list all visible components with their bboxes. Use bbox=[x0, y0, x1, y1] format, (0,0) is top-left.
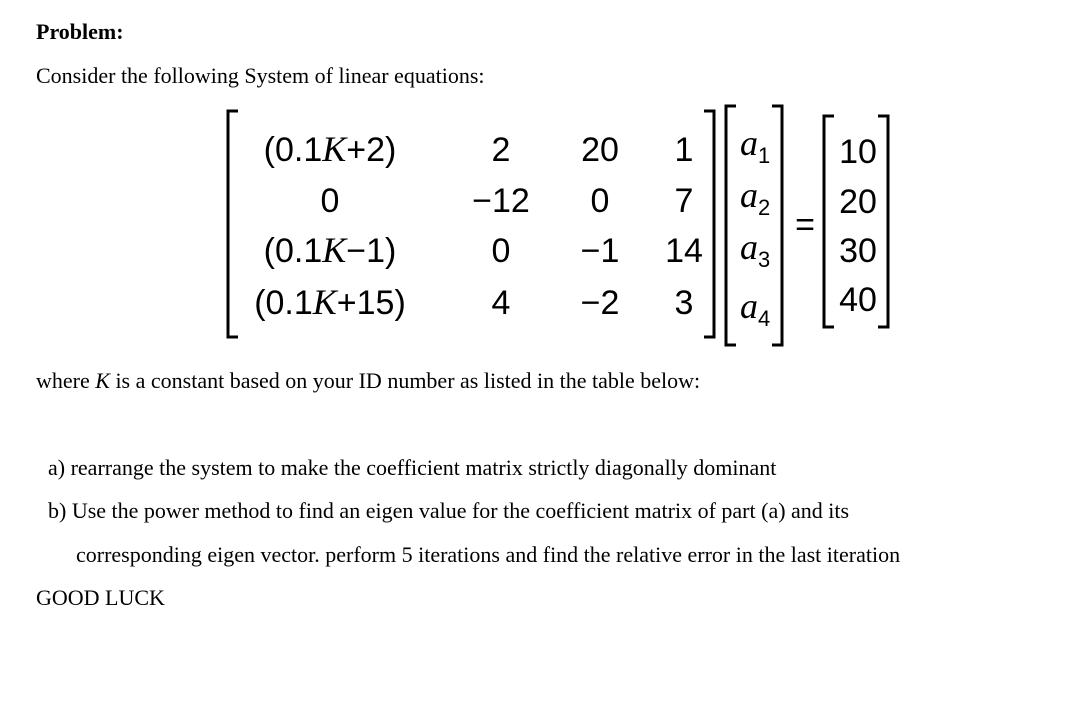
unknown-a2: a2 bbox=[740, 175, 771, 220]
question-b-line2: corresponding eigen vector. perform 5 iterations and find the relative error in the last iteration bbox=[76, 542, 901, 567]
constant-k: K bbox=[95, 368, 110, 393]
unknowns-vector-right-bracket bbox=[772, 106, 782, 345]
matrix-cell-row1-col3: 20 bbox=[581, 131, 619, 169]
intro-text: Consider the following System of linear equations: bbox=[36, 63, 485, 88]
constant-description: where K is a constant based on your ID number as listed in the table below: bbox=[36, 368, 701, 393]
matrix-cell-row4-col4: 3 bbox=[674, 284, 694, 322]
matrix-cell-row4-col3: −2 bbox=[580, 284, 620, 322]
matrix-cell-row2-col1: 0 bbox=[320, 182, 340, 220]
unknown-a1: a1 bbox=[740, 123, 771, 168]
cell-prefix: (0.1 bbox=[263, 131, 323, 169]
matrix-cell-row1-col2: 2 bbox=[491, 131, 511, 169]
svg-text:(0.1K+15): (0.1K+15) bbox=[254, 282, 406, 322]
rhs-value-2: 20 bbox=[839, 183, 877, 221]
matrix-cell-row4-col2: 4 bbox=[491, 284, 511, 322]
matrix-cell-row2-col2: −12 bbox=[472, 182, 530, 220]
rhs-vector-left-bracket bbox=[824, 116, 834, 327]
unknowns-vector-left-bracket bbox=[726, 106, 736, 345]
matrix-cell-row1-col1 bbox=[264, 129, 397, 169]
coefficient-matrix-left-bracket bbox=[228, 111, 238, 337]
closing-text: GOOD LUCK bbox=[36, 585, 165, 610]
matrix-cell-row2-col4: 7 bbox=[674, 182, 694, 220]
equals-sign: = bbox=[795, 206, 815, 244]
matrix-cell-row2-col3: 0 bbox=[590, 182, 610, 220]
matrix-cell-row3-col3: −1 bbox=[580, 232, 620, 270]
matrix-cell-row3-col2: 0 bbox=[491, 232, 511, 270]
rhs-value-1: 10 bbox=[839, 133, 877, 171]
problem-heading: Problem: bbox=[36, 19, 124, 44]
rhs-value-4: 40 bbox=[839, 281, 877, 319]
svg-text:(0.1K+2): (0.1K+2) bbox=[263, 129, 397, 169]
question-b-line1: b) Use the power method to find an eigen value for the coefficient matrix of part (a) and its bbox=[48, 498, 850, 523]
rhs-value-3: 30 bbox=[839, 232, 877, 270]
matrix-cell-row1-col4: 1 bbox=[674, 131, 694, 169]
svg-text:(0.1K−1): (0.1K−1) bbox=[263, 230, 397, 270]
matrix-cell-row3-col4: 14 bbox=[665, 232, 703, 270]
matrix-cell-row4-col1 bbox=[254, 282, 406, 322]
matrix-cell-row3-col1 bbox=[264, 230, 397, 270]
coefficient-matrix-right-bracket bbox=[704, 111, 714, 337]
unknown-a3: a3 bbox=[740, 227, 771, 272]
rhs-vector-right-bracket bbox=[878, 116, 888, 327]
unknown-a4: a4 bbox=[740, 286, 771, 331]
question-a: a) rearrange the system to make the coefficient matrix strictly diagonally dominant bbox=[48, 455, 777, 480]
